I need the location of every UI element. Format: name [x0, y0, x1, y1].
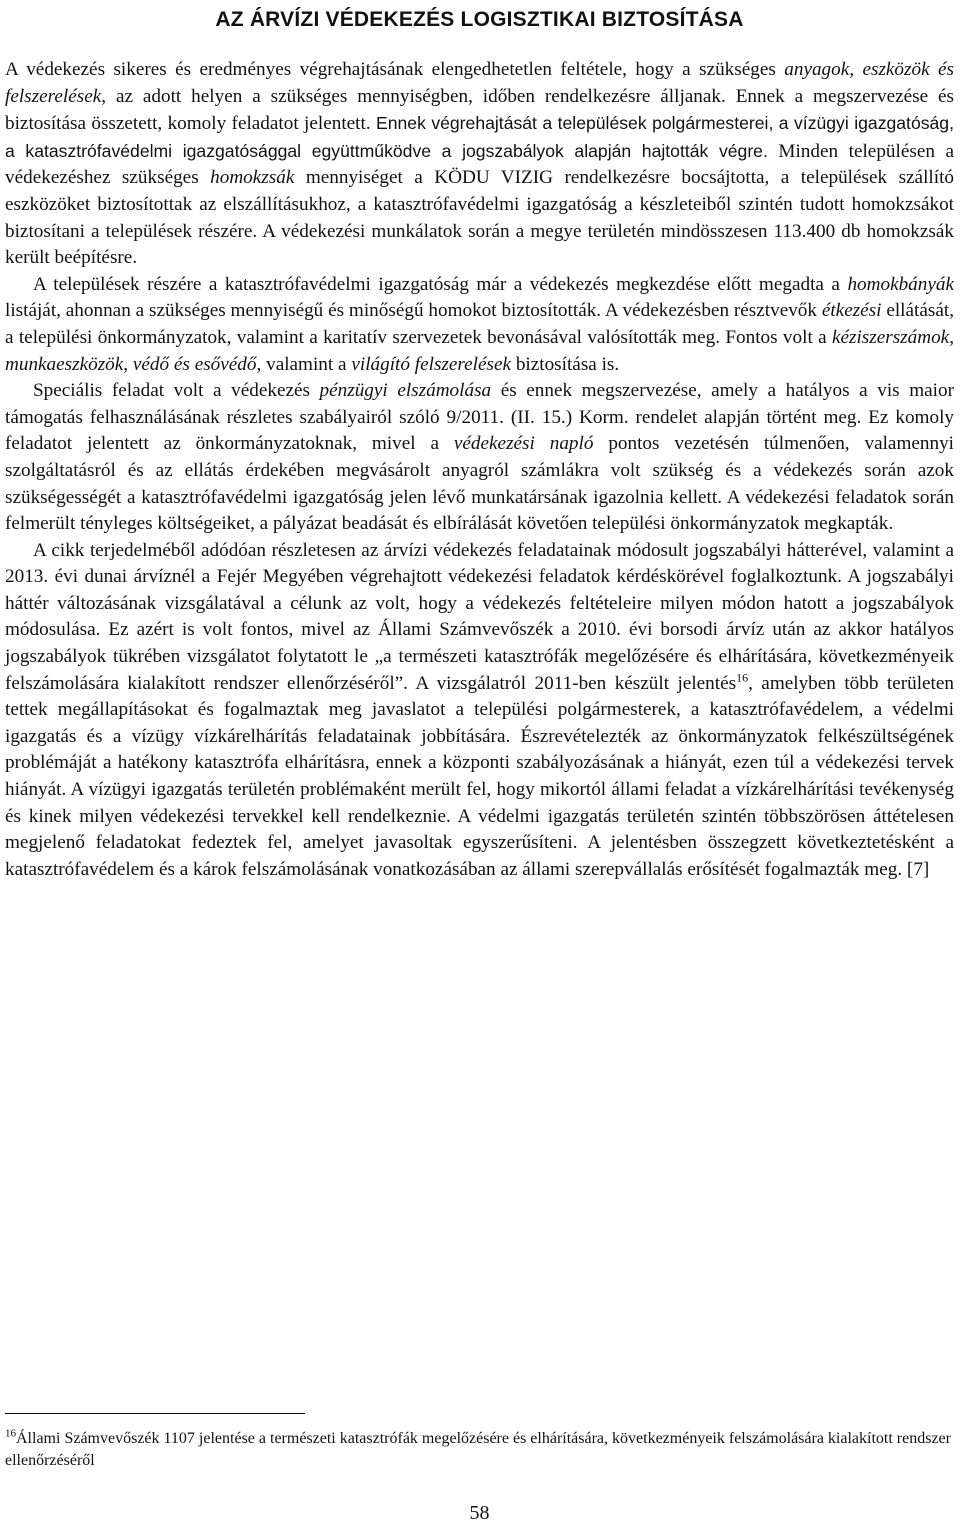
emphasis-text: világító felszerelések: [351, 353, 512, 375]
document-page: [5, 0, 954, 1525]
text-run: biztosítása is.: [511, 353, 620, 375]
text-run: ,: [123, 353, 133, 375]
text-run: mennyiséget a KÖDU VIZIG rendelkezésre bocsájtotta, a települések szállító eszközöket biztosítottak az elszállításukhoz, a katasztrófavédelmi igazgatóság a készleteiből szintén tudott homokzsákot biztosítani a települések részére. A védekezési munkálatok során a megye területén mindösszesen 113.400 db homokzsák került beépítésre.: [5, 167, 954, 269]
paragraph: [5, 57, 954, 272]
text-run: listáját, ahonnan a szükséges mennyiségű és minőségű homokot biztosították. A védekezésben résztvevők: [5, 300, 822, 322]
footnote-separator: [5, 1413, 305, 1414]
text-run: és ennek megszervezése, amely a hatályos a vis maior támogatás felhasználásának részletes szabályairól szóló 9/2011. (II. 15.) Korm. rendelet alapján történt meg. Ez komoly feladatot jelentett az önkormányzatoknak, mivel a: [5, 380, 954, 455]
emphasis-text: pénzügyi elszámolása: [319, 380, 492, 402]
text-run: Speciális feladat volt a védekezés: [33, 380, 320, 402]
text-run: Minden településen a védekezéshez szükséges: [5, 140, 954, 189]
emphasis-text: kéziszerszámok, munkaeszközök: [5, 326, 954, 375]
footnote-reference: 16: [736, 670, 749, 685]
emphasis-text: homokbányák: [847, 273, 954, 295]
text-run: Ennek végrehajtását a települések polgármesterei, a vízügyi igazgatóság, a katasztrófavédelmi igazgatósággal együttműködve a jogszabályok alapján hajtották végre.: [5, 113, 954, 161]
text-run: ellátását, a települési önkormányzatok, valamint a karitatív szervezetek bevonásával valósították meg. Fontos volt a: [5, 300, 954, 348]
emphasis-text: homokzsák: [210, 167, 295, 189]
footnote-text: Állami Számvevőszék 1107 jelentése a természeti katasztrófák megelőzésére és elhárítására, következményeik felszámolására kialakított rendszer ellenőrzéséről: [5, 1430, 951, 1469]
text-run: A települések részére a katasztrófavédelmi igazgatóság már a védekezés megkezdése előtt megadta a: [33, 273, 848, 295]
text-run: pontos vezetésén túlmenően, valamennyi szolgáltatásról és az ellátás érdekében megvásárolt anyagról számlákra volt szükség és a védekezés során azok szükségességét a katasztrófavédelmi igazgatóság jelen lévő munkatársának igazolnia kellett. A védekezési feladatok során felmerült tényleges költségeiket, a pályázat beadását és elbírálását követően települési önkormányzatok megkapták.: [5, 433, 954, 535]
page-title: AZ ÁRVÍZI VÉDEKEZÉS LOGISZTIKAI BIZTOSÍTÁSA: [215, 8, 744, 31]
text-run: , valamint a: [256, 353, 352, 375]
page-number: 58: [469, 1502, 490, 1524]
emphasis-text: anyagok, eszközök és felszerelések: [5, 59, 954, 107]
paragraph: [5, 378, 954, 538]
paragraph: [5, 272, 954, 378]
text-run: A cikk terjedelméből adódóan részletesen az árvízi védekezés feladatainak módosult jogszabályi hátterével, valamint a 2013. évi dunai árvíznél a Fejér Megyében végrehajtott védekezési feladatok kérdéskörével foglalkoztunk. A jogszabályi háttér változásának vizsgálatával a célunk az volt, hogy a védekezés feltételeire milyen módon hatott a jogszabályok módosulása. Ez azért is volt fontos, mivel az Állami Számvevőszék a 2010. évi borsodi árvíz után az akkor hatályos jogszabályok tükrében vizsgálatot folytatott le „a természeti katasztrófák megelőzésére és elhárítására, következményeik felszámolására kialakított rendszer ellenőrzéséről”. A vizsgálatról 2011-ben készült jelentés: [5, 539, 954, 694]
emphasis-text: védő és esővédő: [132, 353, 257, 375]
paragraph: [5, 538, 954, 884]
text-run: A védekezés sikeres és eredményes végrehajtásának elengedhetetlen feltétele, hogy a szükséges: [5, 59, 785, 80]
footnote-marker: 16: [5, 1427, 16, 1440]
emphasis-text: védekezési napló: [453, 433, 594, 455]
body-text: [5, 57, 954, 883]
footnote: [5, 1428, 954, 1472]
emphasis-text: étkezési: [821, 300, 882, 322]
text-run: , amelyben több területen tettek megállapításokat és fogalmaztak meg javaslatot a települési polgármesterek, a katasztrófavédelem, a védelmi igazgatás és a vízügy vízkárelhárítás feladatainak jobbítására. Észrevételezték az önkormányzatok felkészültségének problémáját a hatékony katasztrófa elhárításra, ennek a központi szabályozásának a hiányát, ezen túl a védekezési tervek hiányát. A vízügyi igazgatás területén problémaként merült fel, hogy mikortól állami feladat a vízkárelhárítási tevékenység és kinek milyen védekezési tervekkel kell rendelkeznie. A védelmi igazgatás területén szintén többszörösen áttételesen megjelenő feladatokat fedeztek fel, amelyet javasoltak egyszerűsíteni. A jelentésben összegzett következtetésként a katasztrófavédelem és a károk felszámolásának vonatkozásában az állami szerepvállalás erősítését fogalmazták meg. [7]: [5, 672, 954, 880]
text-run: , az adott helyen a szükséges mennyiségben, időben rendelkezésre álljanak. Ennek a megszervezése és biztosítása összetett, komoly feladatot jelentett.: [5, 85, 954, 135]
